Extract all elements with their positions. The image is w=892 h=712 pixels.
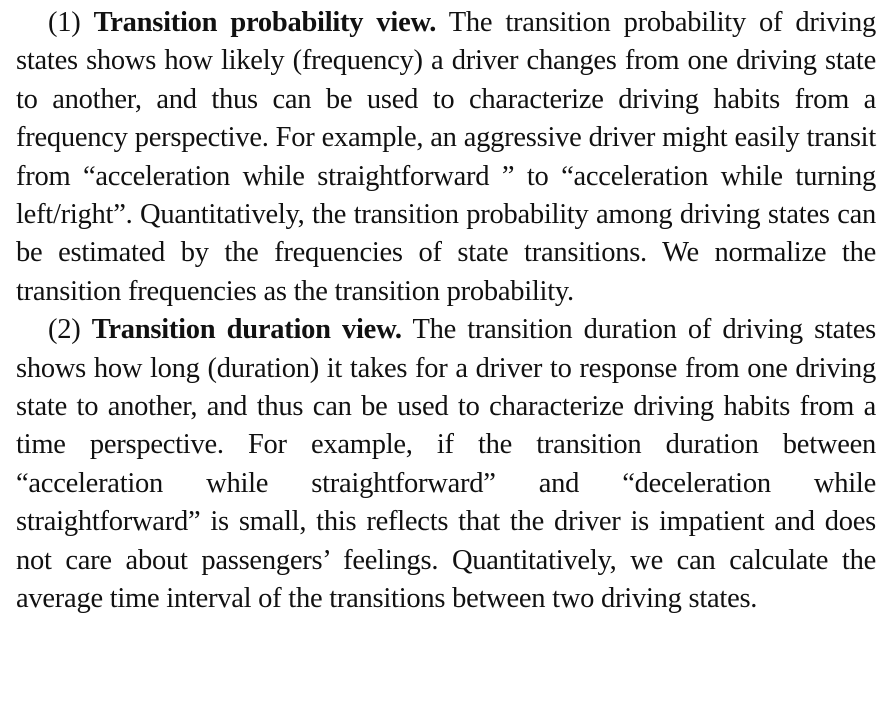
paragraph-number: (2) [48, 314, 81, 346]
run-in-heading: Transition probability view. [93, 7, 437, 38]
paragraph-transition-duration [16, 311, 876, 618]
paragraph-body: The transition probability of driving states shows how likely (frequency) a driver changes from one driving state to another, and thus can be used to characterize driving habits from a frequency perspective. For example, an aggressive driver might easily transit from “acceleration while straightforward ” to “acceleration while turning left/right”. Quantitatively, the transition probability among driving states can be estimated by the frequencies of state transitions. We normalize the transition frequencies as the transition probability. [16, 7, 876, 307]
paragraph-transition-probability [16, 4, 876, 311]
paragraph-number: (1) [48, 7, 81, 38]
run-in-heading: Transition duration view. [91, 314, 402, 346]
paragraph-body: The transition duration of driving states shows how long (duration) it takes for a driver to response from one driving state to another, and thus can be used to characterize driving habits from a time perspective. For example, if the transition duration between “acceleration while straightforward” and “deceleration while straightforward” is small, this reflects that the driver is impatient and does not care about passengers’ feelings. Quantitatively, we can calculate the average time interval of the transitions between two driving states. [16, 314, 876, 615]
document-body [16, 4, 876, 619]
